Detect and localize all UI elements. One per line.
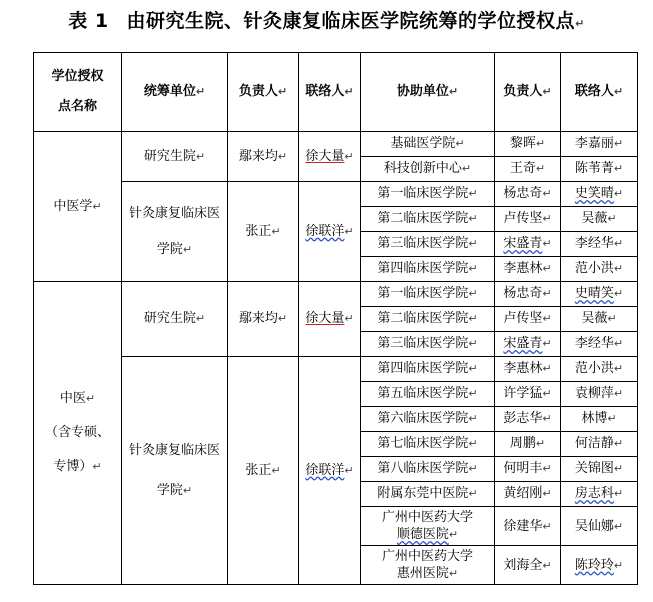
table-row (34, 182, 638, 207)
assist-contact-cell: 李经华↵ (561, 232, 638, 257)
manager-cell: 鄢来均↵ (228, 132, 299, 182)
assist-unit-cell: 广州中医药大学 惠州医院↵ (361, 546, 495, 585)
header-assist-contact: 联络人↵ (561, 53, 638, 132)
header-assist-manager: 负责人↵ (495, 53, 561, 132)
table-row (34, 132, 638, 157)
assist-manager-cell: 杨忠奇↵ (495, 182, 561, 207)
contact-cell: 徐联洋↵ (299, 357, 361, 585)
coord-unit-cell: 针灸康复临床医学院↵ (122, 182, 228, 282)
assist-manager-cell: 何明丰↵ (495, 457, 561, 482)
assist-contact-cell: 陈玲玲↵ (561, 546, 638, 585)
contact-cell: 徐大量↵ (299, 282, 361, 357)
assist-contact-cell: 林博↵ (561, 407, 638, 432)
page-title (0, 6, 653, 33)
table-number: 表 1 (68, 10, 109, 32)
contact-cell: 徐大量↵ (299, 132, 361, 182)
assist-unit-cell: 广州中医药大学 顺德医院↵ (361, 507, 495, 546)
assist-unit-cell: 第八临床医学院↵ (361, 457, 495, 482)
assist-manager-cell: 黎晖↵ (495, 132, 561, 157)
header-assist-unit: 协助单位↵ (361, 53, 495, 132)
assist-unit-cell: 第五临床医学院↵ (361, 382, 495, 407)
assist-manager-cell: 彭志华↵ (495, 407, 561, 432)
table-row (34, 282, 638, 307)
assist-unit-cell: 第六临床医学院↵ (361, 407, 495, 432)
assist-manager-cell: 宋盛青↵ (495, 232, 561, 257)
assist-contact-cell: 范小洪↵ (561, 357, 638, 382)
assist-contact-cell: 关锦图↵ (561, 457, 638, 482)
contact-cell: 徐联洋↵ (299, 182, 361, 282)
assist-manager-cell: 王奇↵ (495, 157, 561, 182)
header-contact: 联络人↵ (299, 53, 361, 132)
coord-unit-cell: 研究生院↵ (122, 132, 228, 182)
manager-cell: 张正↵ (228, 357, 299, 585)
coord-unit-cell: 针灸康复临床医学院↵ (122, 357, 228, 585)
assist-contact-cell: 李经华↵ (561, 332, 638, 357)
assist-unit-cell: 附属东莞中医院↵ (361, 482, 495, 507)
assist-unit-cell: 第二临床医学院↵ (361, 207, 495, 232)
assist-manager-cell: 李惠林↵ (495, 257, 561, 282)
header-manager: 负责人↵ (228, 53, 299, 132)
manager-cell: 鄢来均↵ (228, 282, 299, 357)
assist-manager-cell: 卢传坚↵ (495, 207, 561, 232)
assist-contact-cell: 吴薇↵ (561, 307, 638, 332)
degree-authorization-table (33, 52, 638, 585)
assist-unit-cell: 科技创新中心↵ (361, 157, 495, 182)
header-row (34, 53, 638, 132)
assist-unit-cell: 第四临床医学院↵ (361, 357, 495, 382)
assist-contact-cell: 何洁静↵ (561, 432, 638, 457)
point-name-cell: 中医学↵ (34, 132, 122, 282)
assist-contact-cell: 范小洪↵ (561, 257, 638, 282)
point-name-cell: 中医↵ （含专硕、 专博）↵ (34, 282, 122, 585)
assist-manager-cell: 李惠林↵ (495, 357, 561, 382)
assist-contact-cell: 房志科↵ (561, 482, 638, 507)
assist-manager-cell: 许学猛↵ (495, 382, 561, 407)
assist-unit-cell: 第三临床医学院↵ (361, 232, 495, 257)
header-coord-unit: 统筹单位↵ (122, 53, 228, 132)
assist-manager-cell: 徐建华↵ (495, 507, 561, 546)
assist-contact-cell: 吴仙娜↵ (561, 507, 638, 546)
assist-contact-cell: 吴薇↵ (561, 207, 638, 232)
assist-manager-cell: 黄绍刚↵ (495, 482, 561, 507)
assist-contact-cell: 史笑晴↵ (561, 182, 638, 207)
assist-contact-cell: 李嘉丽↵ (561, 132, 638, 157)
assist-unit-cell: 第三临床医学院↵ (361, 332, 495, 357)
manager-cell: 张正↵ (228, 182, 299, 282)
assist-contact-cell: 袁柳萍↵ (561, 382, 638, 407)
assist-unit-cell: 第七临床医学院↵ (361, 432, 495, 457)
assist-contact-cell: 史晴笑↵ (561, 282, 638, 307)
table-title: 由研究生院、针灸康复临床医学院统筹的学位授权点 (126, 10, 576, 32)
assist-manager-cell: 杨忠奇↵ (495, 282, 561, 307)
header-point-name: 学位授权点名称 (34, 53, 122, 132)
assist-manager-cell: 刘海全↵ (495, 546, 561, 585)
assist-unit-cell: 第二临床医学院↵ (361, 307, 495, 332)
assist-contact-cell: 陈苇菁↵ (561, 157, 638, 182)
coord-unit-cell: 研究生院↵ (122, 282, 228, 357)
assist-unit-cell: 第一临床医学院↵ (361, 182, 495, 207)
table-row (34, 357, 638, 382)
assist-unit-cell: 第四临床医学院↵ (361, 257, 495, 282)
paragraph-mark-icon: ↵ (575, 17, 585, 30)
assist-manager-cell: 卢传坚↵ (495, 307, 561, 332)
assist-manager-cell: 宋盛青↵ (495, 332, 561, 357)
assist-unit-cell: 基础医学院↵ (361, 132, 495, 157)
assist-unit-cell: 第一临床医学院↵ (361, 282, 495, 307)
assist-manager-cell: 周鹏↵ (495, 432, 561, 457)
